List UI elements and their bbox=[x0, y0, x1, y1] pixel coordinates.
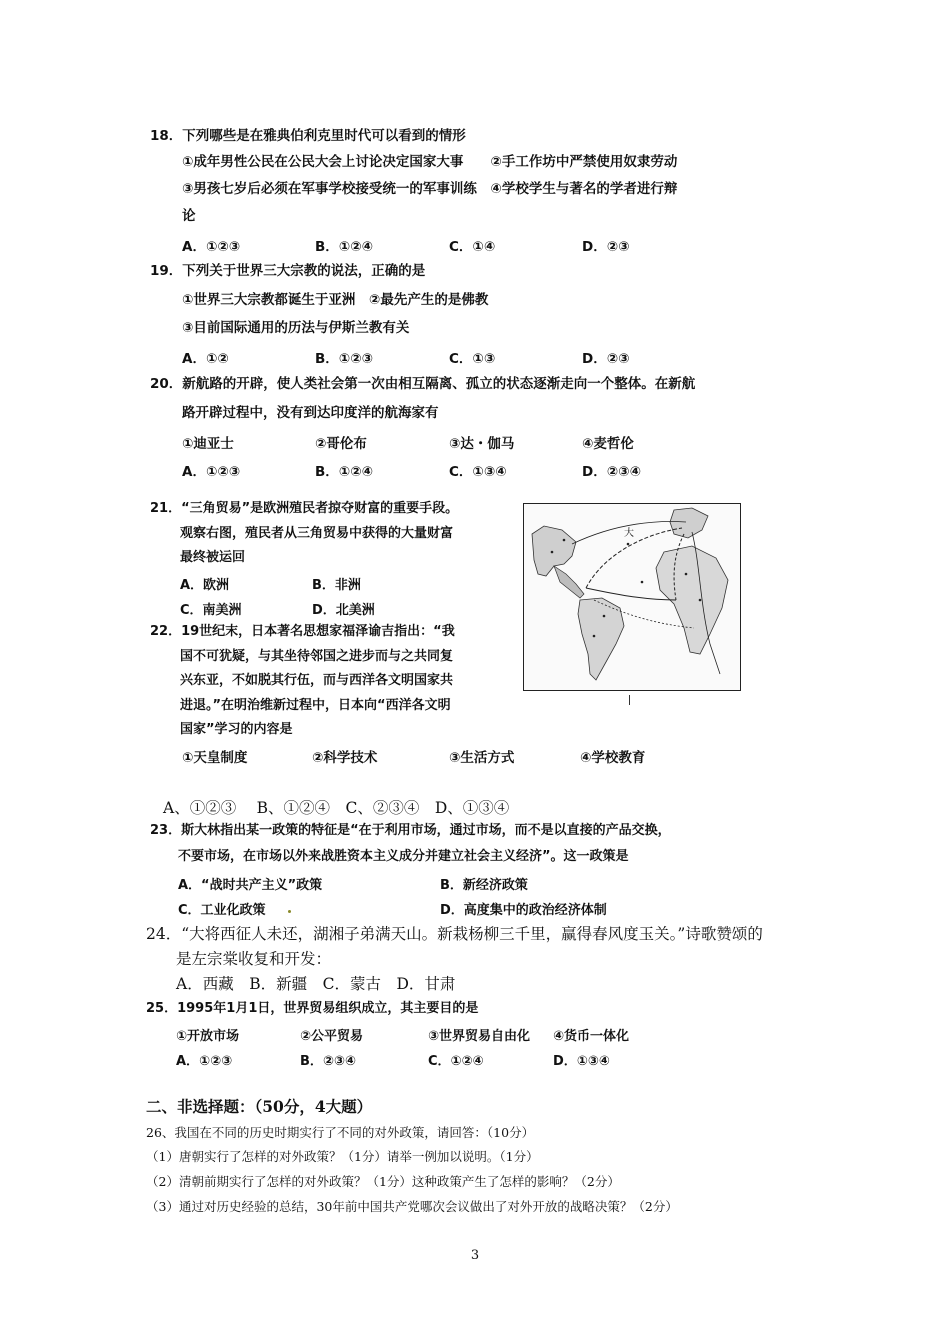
q25-item-3: ③世界贸易自由化 bbox=[428, 1029, 531, 1044]
q22-stem-1: 22．19世纪末，日本著名思想家福泽谕吉指出：“我 bbox=[150, 624, 455, 639]
q19-option-a: A．①② bbox=[182, 351, 229, 367]
q18-option-c: C．①④ bbox=[449, 239, 496, 255]
q23-option-a: A．“战时共产主义”政策 bbox=[178, 878, 323, 893]
q25-option-a: A．①②③ bbox=[176, 1054, 233, 1069]
q19-option-d: D．②③ bbox=[582, 351, 630, 367]
q21-option-d: D．北美洲 bbox=[312, 603, 375, 618]
q19-item-3: ③目前国际通用的历法与伊斯兰教有关 bbox=[182, 320, 410, 336]
q18-option-a: A．①②③ bbox=[182, 239, 241, 255]
q18-items-3-4: ③男孩七岁后必须在军事学校接受统一的军事训练 ④学校学生与著名的学者进行辩 bbox=[182, 181, 678, 197]
q21-option-b: B．非洲 bbox=[312, 578, 361, 593]
q20-stem: 20．新航路的开辟，使人类社会第一次由相互隔离、孤立的状态逐渐走向一个整体。在新航 bbox=[150, 376, 696, 392]
q18-items-1-2: ①成年男性公民在公民大会上讨论决定国家大事 ②手工作坊中严禁使用奴隶劳动 bbox=[182, 154, 678, 170]
q26-sub-2: （2）清朝前期实行了怎样的对外政策？（1分）这种政策产生了怎样的影响？（2分） bbox=[146, 1174, 620, 1189]
q18-stem: 18．下列哪些是在雅典伯利克里时代可以看到的情形 bbox=[150, 128, 466, 144]
q23-option-c: C．工业化政策 bbox=[178, 903, 266, 918]
triangle-trade-map bbox=[523, 503, 741, 691]
q22-stem-2: 国不可犹疑，与其坐待邻国之进步而与之共同复 bbox=[180, 649, 454, 664]
q22-options: A、①②③ B、①②④ C、②③④ D、①③④ bbox=[163, 799, 510, 817]
q21-stem-2: 观察右图，殖民者从三角贸易中获得的大量财富 bbox=[180, 526, 454, 541]
q23-stem-1: 23．斯大林指出某一政策的特征是“在于利用市场，通过市场，而不是以直接的产品交换， bbox=[150, 823, 671, 838]
q22-item-4: ④学校教育 bbox=[580, 750, 646, 766]
section-2-title: 二、非选择题：（50分，4大题） bbox=[146, 1097, 373, 1116]
q23-option-b: B．新经济政策 bbox=[440, 878, 528, 893]
q20-item-1: ①迪亚士 bbox=[182, 436, 234, 452]
q20-option-b: B．①②④ bbox=[315, 464, 374, 480]
map-label: 大 bbox=[624, 528, 634, 539]
q25-item-1: ①开放市场 bbox=[176, 1029, 240, 1044]
q20-option-d: D．②③④ bbox=[582, 464, 641, 480]
q25-option-d: D．①③④ bbox=[553, 1054, 610, 1069]
q26-sub-3: （3）通过对历史经验的总结，30年前中国共产党哪次会议做出了对外开放的战略决策？（2分） bbox=[146, 1199, 678, 1214]
q20-option-c: C．①③④ bbox=[449, 464, 507, 480]
q18-items-cont: 论 bbox=[182, 208, 196, 224]
q21-stem-3: 最终被运回 bbox=[180, 550, 246, 565]
map-tick-mark bbox=[629, 695, 630, 705]
q22-stem-4: 进退。”在明治维新过程中，日本向“西洋各文明 bbox=[180, 698, 451, 713]
q23-option-d: D．高度集中的政治经济体制 bbox=[440, 903, 607, 918]
q19-stem: 19．下列关于世界三大宗教的说法，正确的是 bbox=[150, 263, 426, 279]
q19-option-b: B．①②③ bbox=[315, 351, 374, 367]
q25-item-4: ④货币一体化 bbox=[553, 1029, 630, 1044]
q25-option-c: C．①②④ bbox=[428, 1054, 484, 1069]
q22-item-2: ②科学技术 bbox=[312, 750, 378, 766]
q20-stem-cont: 路开辟过程中，没有到达印度洋的航海家有 bbox=[182, 405, 439, 421]
q24-options: A．西藏 B．新疆 C．蒙古 D．甘肃 bbox=[176, 975, 456, 993]
q20-item-3: ③达・伽马 bbox=[449, 436, 515, 452]
q22-item-1: ①天皇制度 bbox=[182, 750, 248, 766]
q19-items-1-2: ①世界三大宗教都诞生于亚洲 ②最先产生的是佛教 bbox=[182, 292, 489, 308]
q18-option-d: D．②③ bbox=[582, 239, 630, 255]
q26-sub-1: （1）唐朝实行了怎样的对外政策？（1分）请举一例加以说明。（1分） bbox=[146, 1149, 539, 1164]
q24-stem-2: 是左宗棠收复和开发： bbox=[176, 950, 332, 968]
q25-stem: 25．1995年1月1日，世界贸易组织成立，其主要目的是 bbox=[146, 1001, 479, 1016]
q21-stem-1: 21．“三角贸易”是欧洲殖民者掠夺财富的重要手段。 bbox=[150, 501, 459, 516]
q20-item-4: ④麦哲伦 bbox=[582, 436, 634, 452]
page-number: 3 bbox=[470, 1248, 480, 1263]
q26-stem: 26、我国在不同的历史时期实行了不同的对外政策，请回答：（10分） bbox=[146, 1125, 535, 1140]
q22-stem-3: 兴东亚，不如脱其行伍，而与西洋各文明国家共 bbox=[180, 673, 454, 688]
q20-item-2: ②哥伦布 bbox=[315, 436, 367, 452]
q23-stem-2: 不要市场，在市场以外来战胜资本主义成分并建立社会主义经济”。这一政策是 bbox=[178, 849, 629, 864]
q21-option-c: C．南美洲 bbox=[180, 603, 242, 618]
q25-option-b: B．②③④ bbox=[300, 1054, 356, 1069]
q21-option-a: A．欧洲 bbox=[180, 578, 230, 593]
q24-stem-1: 24．“大将西征人未还，湖湘子弟满天山。新栽杨柳三千里，赢得春风度玉关。”诗歌赞颂的 bbox=[146, 925, 763, 943]
q19-option-c: C．①③ bbox=[449, 351, 496, 367]
stray-dot bbox=[288, 910, 291, 913]
q25-item-2: ②公平贸易 bbox=[300, 1029, 364, 1044]
q18-option-b: B．①②④ bbox=[315, 239, 374, 255]
q20-option-a: A．①②③ bbox=[182, 464, 241, 480]
q22-stem-5: 国家”学习的内容是 bbox=[180, 722, 293, 737]
q22-item-3: ③生活方式 bbox=[449, 750, 515, 766]
